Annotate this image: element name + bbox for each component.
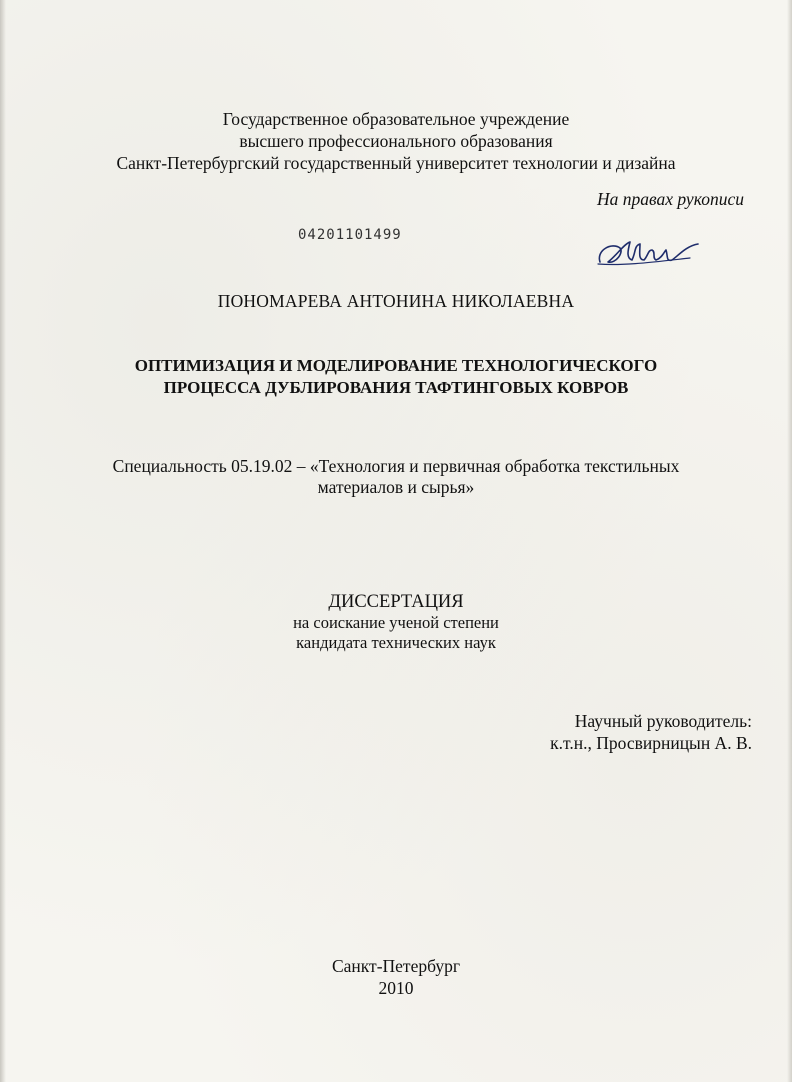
degree-block bbox=[0, 613, 792, 653]
supervisor-name: к.т.н., Просвирницын А. В. bbox=[550, 733, 752, 753]
specialty-block bbox=[0, 456, 792, 498]
signature-icon bbox=[594, 232, 702, 272]
specialty-line: материалов и сырья» bbox=[317, 477, 475, 497]
stamp-number: 04201101499 bbox=[298, 227, 402, 243]
supervisor-block bbox=[550, 710, 752, 754]
dissertation-title bbox=[0, 355, 792, 399]
degree-line: на соискание ученой степени bbox=[293, 613, 499, 632]
city: Санкт-Петербург bbox=[331, 956, 461, 976]
institution-block bbox=[0, 108, 792, 174]
institution-line: Государственное образовательное учреждение bbox=[222, 109, 570, 129]
institution-line: Санкт-Петербургский государственный университет технологии и дизайна bbox=[116, 153, 676, 173]
specialty-line: Специальность 05.19.02 – «Технология и первичная обработка текстильных bbox=[112, 456, 680, 476]
title-line: ОПТИМИЗАЦИЯ И МОДЕЛИРОВАНИЕ ТЕХНОЛОГИЧЕСКОГО bbox=[134, 356, 658, 375]
manuscript-note: На правах рукописи bbox=[597, 189, 744, 209]
year: 2010 bbox=[378, 978, 414, 998]
place-year-block bbox=[0, 955, 792, 999]
document-type: ДИССЕРТАЦИЯ bbox=[328, 592, 464, 612]
author-name: ПОНОМАРЕВА АНТОНИНА НИКОЛАЕВНА bbox=[217, 291, 575, 311]
title-line: ПРОЦЕССА ДУБЛИРОВАНИЯ ТАФТИНГОВЫХ КОВРОВ bbox=[163, 378, 629, 397]
institution-line: высшего профессионального образования bbox=[239, 131, 553, 151]
supervisor-label: Научный руководитель: bbox=[574, 711, 752, 731]
degree-line: кандидата технических наук bbox=[296, 633, 496, 652]
